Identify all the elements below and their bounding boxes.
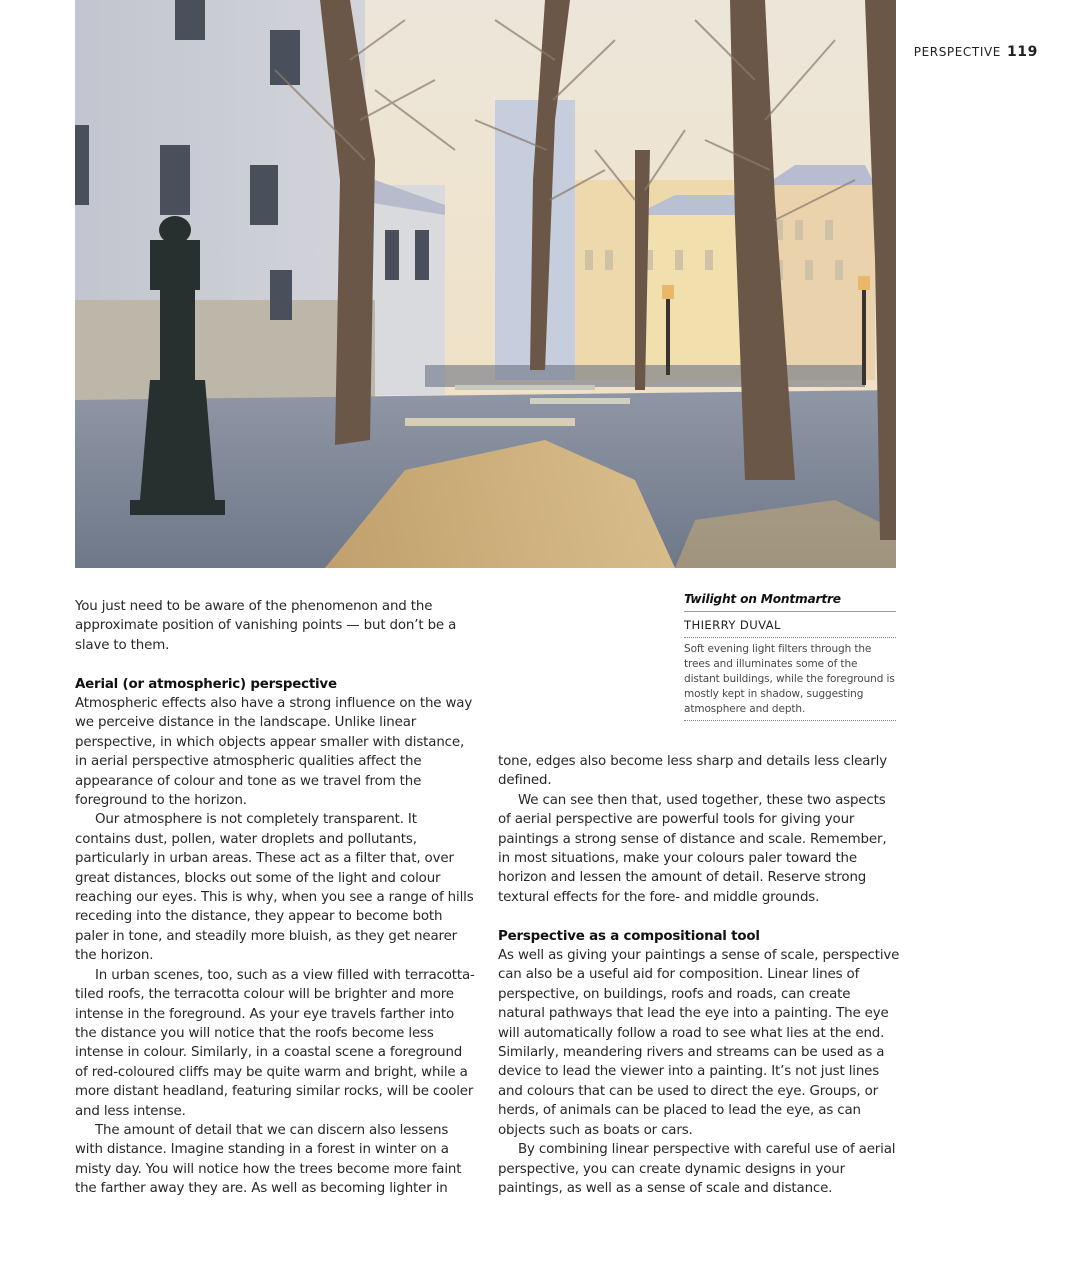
heading-aerial-perspective: Aerial (or atmospheric) perspective [75,676,337,692]
running-head [914,44,1038,60]
heading-compositional-tool: Perspective as a compositional tool [498,928,760,944]
continuation-paragraph: tone, edges also become less sharp and details less clearly defined. [498,754,887,789]
body-paragraph: By combining linear perspective with careful use of aerial perspective, you can create dynamic designs in your paintings, as well as a sense of scale and distance. [498,1142,896,1196]
intro-paragraph: You just need to be aware of the phenomenon and the approximate position of vanishing points — but don’t be a slave to them. [75,599,457,653]
body-paragraph: As well as giving your paintings a sense of scale, perspective can also be a useful aid for composition. Linear lines of perspective, on buildings, roofs and roads, can create natural pathways that lead the eye into a painting. The eye will automatically follow a road to see what lies at the end. Similarly, meandering rivers and streams can be used as a device to lead the viewer into a painting. It’s not just lines and colours that can be used to direct the eye. Groups, or herds, of animals can be placed to lead the eye, as can objects such as boats or cars. [498,948,900,1138]
page-number: 119 [1006,44,1038,60]
figure-caption [684,590,896,721]
spacer [498,907,900,926]
caption-title: Twilight on Montmartre [684,590,896,612]
body-paragraph: Atmospheric effects also have a strong influence on the way we perceive distance in the landscape. Unlike linear perspective, in which objects appear smaller with distance, in aerial perspective atmospheric qualities affect the appearance of colour and tone as we travel from the foreground to the horizon. [75,696,473,809]
caption-artist: THIERRY DUVAL [684,612,896,638]
section-title: PERSPECTIVE [913,45,1001,59]
body-paragraph: In urban scenes, too, such as a view filled with terracotta-tiled roofs, the terracotta colour will be brighter and more intense in the foreground. As your eye travels farther into the distance you will notice that the roofs become less intense in colour. Similarly, in a coastal scene a foreground of red-coloured cliffs may be quite warm and bright, while a more distant headland, featuring similar rocks, will be cooler and less intense. [75,967,475,1119]
body-paragraph: We can see then that, used together, these two aspects of aerial perspective are powerful tools for giving your paintings a strong sense of distance and scale. Remember, in most situations, make your colours paler toward the horizon and lessen the amount of detail. Reserve strong textural effects for the fore- and middle grounds. [498,792,887,905]
painting-illustration [75,0,896,568]
right-column [498,752,900,1198]
body-paragraph: Our atmosphere is not completely transparent. It contains dust, pollen, water droplets and pollutants, particularly in urban areas. These act as a filter that, over great distances, blocks out some of the light and colour reaching our eyes. This is why, when you see a range of hills receding into the distance, they appear to become both paler in tone, and steadily more bluish, as they get nearer the horizon. [75,812,474,964]
caption-text: Soft evening light filters through the trees and illuminates some of the distant buildings, while the foreground is mostly kept in shadow, suggesting atmosphere and depth. [684,638,896,721]
body-paragraph: The amount of detail that we can discern also lessens with distance. Imagine standing in a forest in winter on a misty day. You will notice how the trees become more faint the farther away they are. As well as becoming lighter in [75,1122,462,1197]
spacer [75,655,475,674]
left-column [75,597,475,1199]
painting-twilight-on-montmartre [75,0,896,568]
